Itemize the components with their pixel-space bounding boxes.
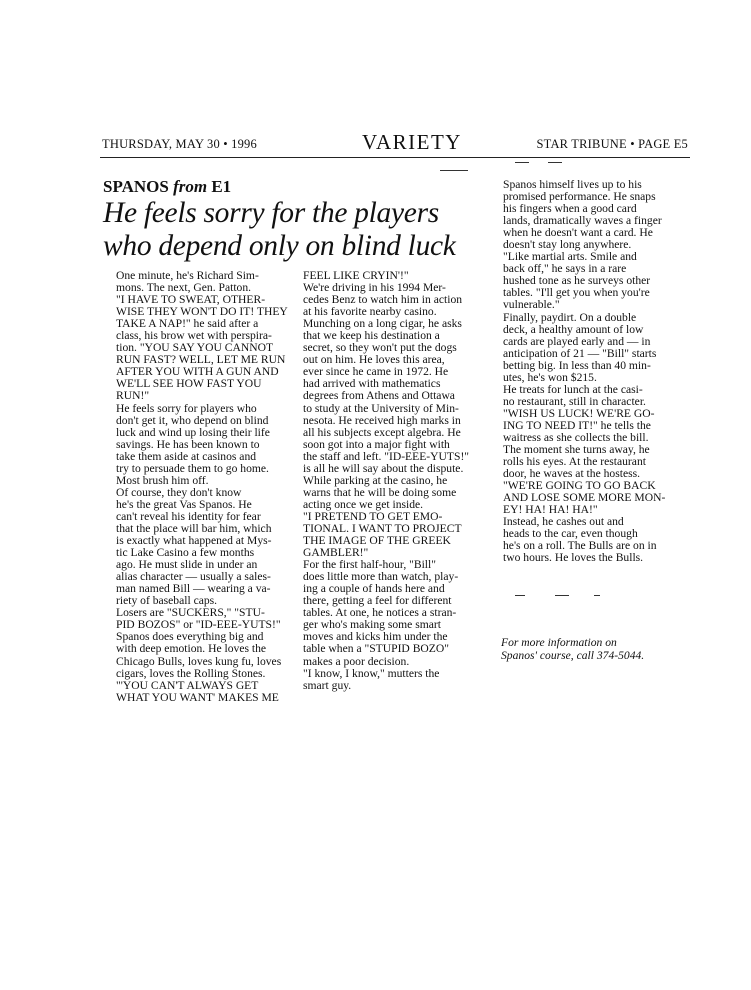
text-line: cigars, loves the Rolling Stones.	[116, 666, 266, 680]
note-line: Spanos' course, call 374-5044.	[501, 649, 645, 662]
text-line: he's the great Vas Spanos. He	[116, 497, 252, 511]
text-line: vulnerable."	[503, 298, 560, 312]
text-line: One minute, he's Richard Sim-	[116, 269, 259, 282]
text-line: don't get it, who depend on blind	[116, 413, 269, 427]
text-line: door, he waves at the hostess.	[503, 467, 641, 481]
text-line: ing a couple of hands here and	[303, 582, 445, 596]
text-line: AND LOSE SOME MORE MON-	[503, 491, 666, 505]
text-line: try to persuade them to go home.	[116, 461, 269, 475]
text-line: ING TO NEED IT!" he tells the	[503, 418, 651, 432]
text-line: at his favorite nearby casino.	[303, 305, 437, 319]
text-line: riety of baseball caps.	[116, 594, 218, 608]
text-line: "Like martial arts. Smile and	[503, 250, 637, 264]
text-line: WHAT YOU WANT' MAKES ME	[116, 690, 279, 704]
text-line: Losers are "SUCKERS," "STU-	[116, 606, 265, 620]
text-line: heads to the car, even though	[503, 527, 638, 541]
continuation-line	[103, 177, 231, 197]
text-line: class, his brow wet with perspira-	[116, 329, 272, 343]
text-line: had arrived with mathematics	[303, 377, 441, 391]
text-line: is all he will say about the dispute.	[303, 461, 464, 475]
text-line: with deep emotion. He loves the	[116, 642, 267, 656]
text-line: man named Bill — wearing a va-	[116, 582, 271, 596]
separator-dash	[440, 170, 468, 171]
text-line: mons. The next, Gen. Patton.	[116, 281, 252, 295]
text-line: that we keep his destination a	[303, 329, 440, 343]
text-line: promised performance. He snaps	[503, 190, 656, 204]
text-line: anticipation of 21 — "Bill" starts	[503, 346, 657, 360]
text-line: RUN FAST? WELL, LET ME RUN	[116, 353, 286, 367]
text-line: ago. He must slide in under an	[116, 558, 258, 572]
text-line: he's on a roll. The Bulls are on in	[503, 539, 657, 553]
text-line: Munching on a long cigar, he asks	[303, 317, 462, 331]
jump-name: SPANOS	[103, 177, 169, 196]
text-line: doesn't stay long anywhere.	[503, 238, 632, 252]
text-line: is exactly what happened at Mys-	[116, 534, 272, 548]
text-line: out on him. He loves this area,	[303, 353, 445, 367]
text-line: nesota. He received high marks in	[303, 413, 461, 427]
text-line: acting once we get inside.	[303, 497, 424, 511]
text-line: RUN!"	[116, 389, 150, 403]
text-line: waitress as she collects the bill.	[503, 430, 649, 444]
text-line: betting big. In less than 40 min-	[503, 358, 651, 372]
text-line: PID BOZOS" or "ID-EEE-YUTS!"	[116, 618, 281, 632]
text-line: degrees from Athens and Ottawa	[303, 389, 455, 403]
text-line: tion. "YOU SAY YOU CANNOT	[116, 341, 274, 355]
info-note	[501, 636, 691, 662]
text-line: to study at the University of Min-	[303, 401, 459, 415]
headline-line: who depend only on blind luck	[103, 230, 456, 262]
text-line: Of course, they don't know	[116, 485, 242, 499]
text-line: "WE'RE GOING TO GO BACK	[503, 479, 656, 493]
text-line: all his subjects except algebra. He	[303, 425, 461, 439]
text-line: Most brush him off.	[116, 473, 209, 487]
text-line: alias character — usually a sales-	[116, 570, 271, 584]
separator-dash	[515, 162, 529, 163]
text-line: WISE THEY WON'T DO IT! THEY	[116, 305, 288, 319]
text-line: no restaurant, still in character.	[503, 394, 646, 408]
text-line: cedes Benz to watch him in action	[303, 293, 463, 307]
text-line: there, getting a feel for different	[303, 594, 452, 608]
end-dash	[555, 595, 569, 596]
issue-date: THURSDAY, MAY 30 • 1996	[102, 137, 257, 151]
paper-and-page: STAR TRIBUNE • PAGE E5	[536, 137, 688, 151]
section-name: VARIETY	[362, 130, 462, 154]
article-column-3	[503, 179, 693, 565]
note-line: For more information on	[501, 636, 617, 649]
text-line: moves and kicks him under the	[303, 630, 448, 644]
text-line: TAKE A NAP!" he said after a	[116, 317, 259, 331]
text-line: EY! HA! HA! HA!"	[503, 503, 598, 517]
headline	[103, 197, 498, 263]
text-line: We're driving in his 1994 Mer-	[303, 281, 446, 295]
end-dash	[515, 595, 525, 596]
text-line: warns that he will be doing some	[303, 485, 457, 499]
text-line: Instead, he cashes out and	[503, 515, 624, 529]
text-line: makes a poor decision.	[303, 654, 410, 668]
text-line: "I know, I know," mutters the	[303, 666, 440, 680]
article-column-2	[303, 270, 493, 692]
separator-dash	[548, 162, 562, 163]
text-line: luck and wind up losing their life	[116, 425, 270, 439]
masthead	[100, 130, 690, 156]
text-line: when he doesn't want a card. He	[503, 226, 653, 240]
text-line: the staff and left. "ID-EEE-YUTS!"	[303, 449, 470, 463]
article-column-1	[116, 270, 306, 704]
text-line: "I PRETEND TO GET EMO-	[303, 509, 443, 523]
text-line: ger who's making some smart	[303, 618, 441, 632]
jump-from: from	[173, 177, 208, 196]
text-line: THE IMAGE OF THE GREEK	[303, 534, 451, 548]
text-line: his fingers when a good card	[503, 202, 637, 216]
text-line: For the first half-hour, "Bill"	[303, 558, 436, 572]
text-line: "WISH US LUCK! WE'RE GO-	[503, 406, 655, 420]
text-line: Spanos himself lives up to his	[503, 178, 642, 191]
text-line: back off," he says in a rare	[503, 262, 627, 276]
text-line: TIONAL. I WANT TO PROJECT	[303, 521, 462, 535]
text-line: hushed tone as he surveys other	[503, 274, 651, 288]
text-line: secret, so they won't put the dogs	[303, 341, 457, 355]
text-line: WE'LL SEE HOW FAST YOU	[116, 377, 262, 391]
text-line: lands, dramatically waves a finger	[503, 214, 662, 228]
text-line: that the place will bar him, which	[116, 521, 272, 535]
text-line: tables. "I'll get you when you're	[503, 286, 650, 300]
text-line: While parking at the casino, he	[303, 473, 448, 487]
text-line: savings. He has been known to	[116, 437, 260, 451]
text-line: smart guy.	[303, 678, 352, 692]
text-line: cards are played early and — in	[503, 334, 651, 348]
headline-line: He feels sorry for the players	[103, 197, 439, 229]
text-line: tic Lake Casino a few months	[116, 546, 255, 560]
text-line: take them aside at casinos and	[116, 449, 257, 463]
text-line: The moment she turns away, he	[503, 443, 650, 457]
text-line: "'YOU CAN'T ALWAYS GET	[116, 678, 259, 692]
text-line: GAMBLER!"	[303, 546, 369, 560]
text-line: utes, he's won $215.	[503, 370, 597, 384]
text-line: AFTER YOU WITH A GUN AND	[116, 365, 279, 379]
text-line: FEEL LIKE CRYIN'!"	[303, 269, 409, 282]
end-dash	[594, 595, 600, 596]
text-line: tables. At one, he notices a stran-	[303, 606, 457, 620]
text-line: ever since he came in 1972. He	[303, 365, 449, 379]
text-line: Chicago Bulls, loves kung fu, loves	[116, 654, 282, 668]
text-line: "I HAVE TO SWEAT, OTHER-	[116, 293, 266, 307]
text-line: two hours. He loves the Bulls.	[503, 551, 644, 565]
text-line: deck, a healthy amount of low	[503, 322, 644, 336]
masthead-rule	[100, 157, 690, 158]
text-line: does little more than watch, play-	[303, 570, 459, 584]
text-line: soon got into a major fight with	[303, 437, 450, 451]
text-line: Finally, paydirt. On a double	[503, 310, 637, 324]
jump-page: E1	[211, 177, 232, 196]
text-line: He treats for lunch at the casi-	[503, 382, 643, 396]
text-line: rolls his eyes. At the restaurant	[503, 455, 646, 469]
text-line: Spanos does everything big and	[116, 630, 264, 644]
text-line: table when a "STUPID BOZO"	[303, 642, 449, 656]
text-line: can't reveal his identity for fear	[116, 509, 261, 523]
text-line: He feels sorry for players who	[116, 401, 257, 415]
